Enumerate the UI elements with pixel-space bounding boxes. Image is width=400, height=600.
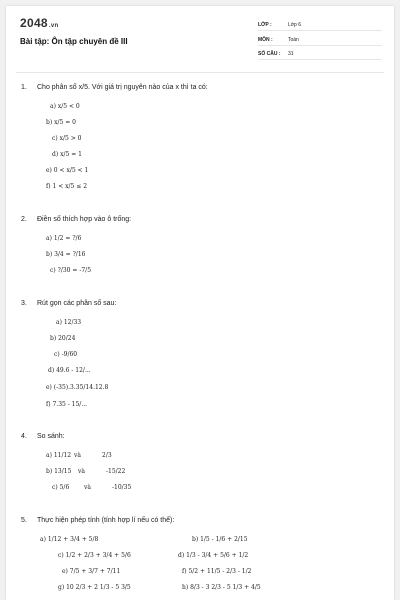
q1-item-d: d) x/5 = 1 [52, 151, 82, 158]
question-5: 5. Thực hiện phép tính (tính hợp lí nếu có thể): [21, 517, 175, 524]
q4-item-c-left: c) 5/6 [52, 484, 70, 491]
question-2: 2. Điền số thích hợp vào ô trống: [21, 216, 132, 223]
meta-row-class: LỚP : Lớp 6 [258, 20, 382, 31]
q2-item-a: a) 1/2 = ?/6 [46, 235, 82, 242]
q5-item-f: f) 5/2 + 11/5 - 2/3 - 1/2 [182, 568, 252, 575]
q1-item-f: f) 1 < x/5 ≤ 2 [46, 183, 88, 190]
question-4: 4. So sánh: [21, 433, 65, 440]
q4-item-c-mid: và [84, 484, 91, 491]
q5-item-c: c) 1/2 + 2/3 + 3/4 + 5/6 [58, 552, 131, 559]
site-logo[interactable]: 2048.vn [20, 16, 59, 30]
q1-item-e: e) 0 < x/5 < 1 [46, 167, 89, 174]
q4-item-b-left: b) 13/15 [46, 468, 72, 475]
q4-item-b-mid: và [78, 468, 85, 475]
q2-item-b: b) 3/4 = ?/16 [46, 251, 86, 258]
q5-item-b: b) 1/5 - 1/6 + 2/15 [192, 536, 248, 543]
q3-item-e: e) (-35).3.35/14.12.8 [46, 384, 109, 391]
q4-item-c-right: -10/35 [112, 484, 132, 491]
worksheet-page [6, 6, 394, 600]
q1-item-a: a) x/5 < 0 [50, 103, 80, 110]
q5-item-h: h) 8/3 - 3 2/3 - 5 1/3 + 4/5 [182, 584, 261, 591]
q1-item-b: b) x/5 = 0 [46, 119, 76, 126]
q1-item-c: c) x/5 > 0 [52, 135, 82, 142]
q2-item-c: c) ?/30 = -7/5 [50, 267, 92, 274]
q4-item-a-mid: và [74, 452, 81, 459]
q3-item-b: b) 20/24 [50, 335, 76, 342]
q4-item-a-right: 2/3 [102, 452, 112, 459]
q5-item-d: d) 1/3 - 3/4 + 5/6 + 1/2 [178, 552, 249, 559]
q3-item-d: d) 49.6 - 12/... [48, 367, 91, 374]
header-divider [16, 72, 384, 73]
q4-item-b-right: -15/22 [106, 468, 126, 475]
page-title: Bài tập: Ôn tập chuyên đề III [20, 37, 128, 46]
question-3: 3. Rút gọn các phân số sau: [21, 300, 117, 307]
q4-item-a-left: a) 11/12 [46, 452, 72, 459]
q3-item-a: a) 12/33 [56, 319, 82, 326]
question-1: 1. Cho phân số x/5. Với giá trị nguyên nào của x thì ta có: [21, 84, 208, 91]
q5-item-g: g) 10 2/3 + 2 1/3 - 5 3/5 [58, 584, 131, 591]
q5-item-a: a) 1/12 + 3/4 + 5/8 [40, 536, 99, 543]
worksheet-header [6, 6, 394, 68]
meta-row-question-count: SỐ CÂU : 31 [258, 49, 382, 60]
q3-item-c: c) -9/60 [54, 351, 78, 358]
q5-item-e: e) 7/5 + 3/7 + 7/11 [62, 568, 121, 575]
q3-item-f: f) 7.35 - 15/... [46, 401, 88, 408]
meta-row-subject: MÔN : Toán [258, 35, 382, 46]
